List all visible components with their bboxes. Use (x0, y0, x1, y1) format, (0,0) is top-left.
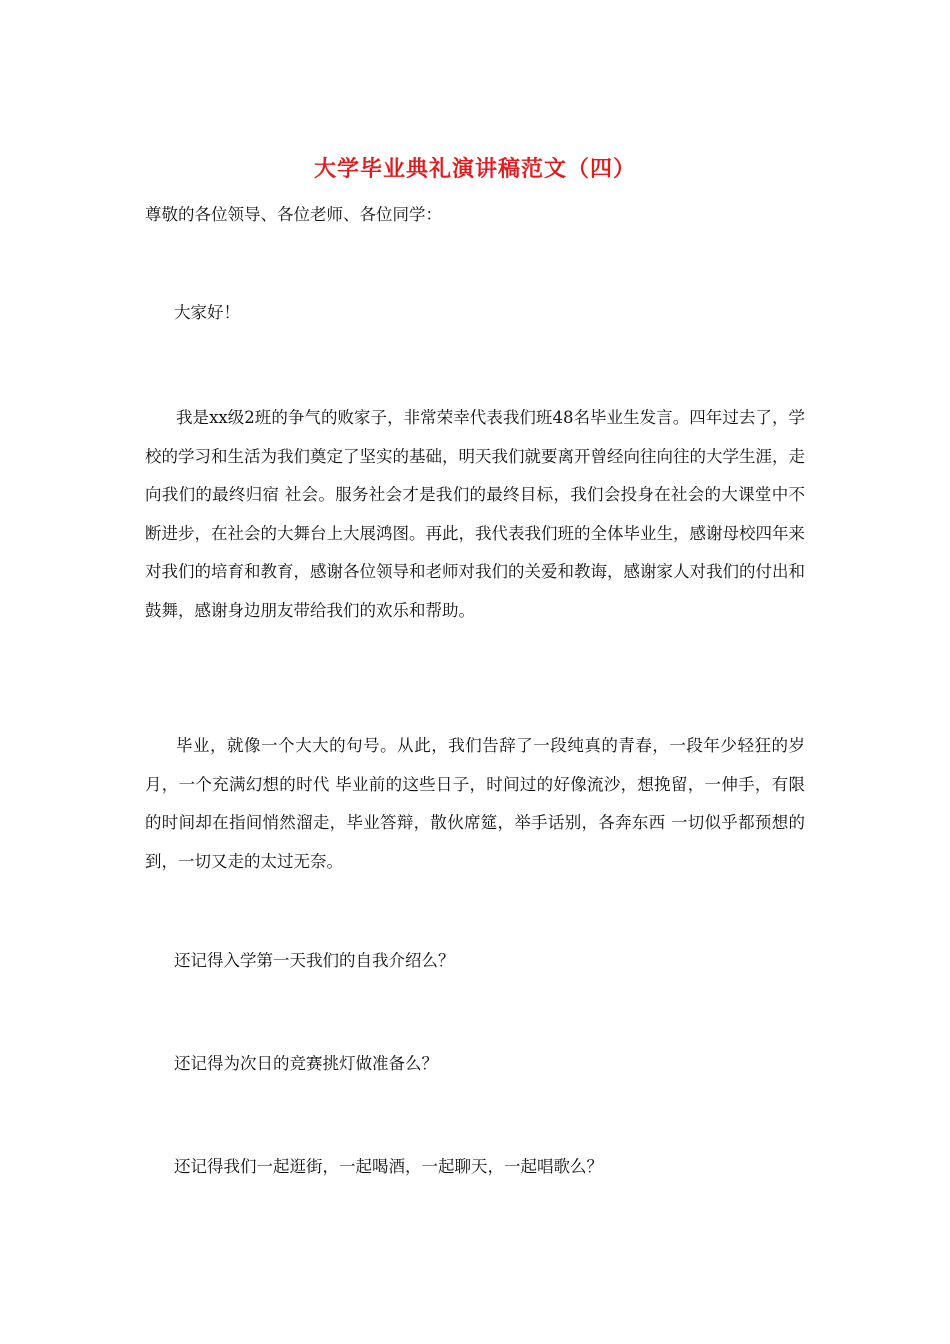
paragraph-1: 我是xx级2班的争气的败家子，非常荣幸代表我们班48名毕业生发言。四年过去了，学校的学习和生活为我们奠定了坚实的基础，明天我们就要离开曾经向往向往的大学生涯，走向我们的最终归宿 社会。服务社会才是我们的最终目标，我们会投身在社会的大课堂中不断进步，在社会的大舞台上大展鸿图。再此，我代表我们班的全体毕业生，感谢母校四年来对我们的培育和教育，感谢各位领导和老师对我们的关爱和教诲，感谢家人对我们的付出和鼓舞，感谢身边朋友带给我们的欢乐和帮助。 (145, 408, 805, 620)
question-1: 还记得入学第一天我们的自我介绍么？ (174, 951, 455, 970)
document-title: 大学毕业典礼演讲稿范文（四） (313, 156, 636, 182)
question-3: 还记得我们一起逛街，一起喝酒，一起聊天，一起唱歌么？ (174, 1157, 603, 1176)
salutation: 尊敬的各位领导、各位老师、各位同学： (145, 205, 442, 224)
question-2: 还记得为次日的竞赛挑灯做准备么？ (174, 1054, 438, 1073)
greeting: 大家好！ (174, 303, 240, 322)
paragraph-2: 毕业，就像一个大大的句号。从此，我们告辞了一段纯真的青春，一段年少轻狂的岁月，一个充满幻想的时代 毕业前的这些日子，时间过的好像流沙，想挽留，一伸手，有限的时间却在指间悄然溜走，毕业答辩，散伙席筵，举手话别，各奔东西 一切似乎都预想的到，一切又走的太过无奈。 (145, 736, 805, 871)
